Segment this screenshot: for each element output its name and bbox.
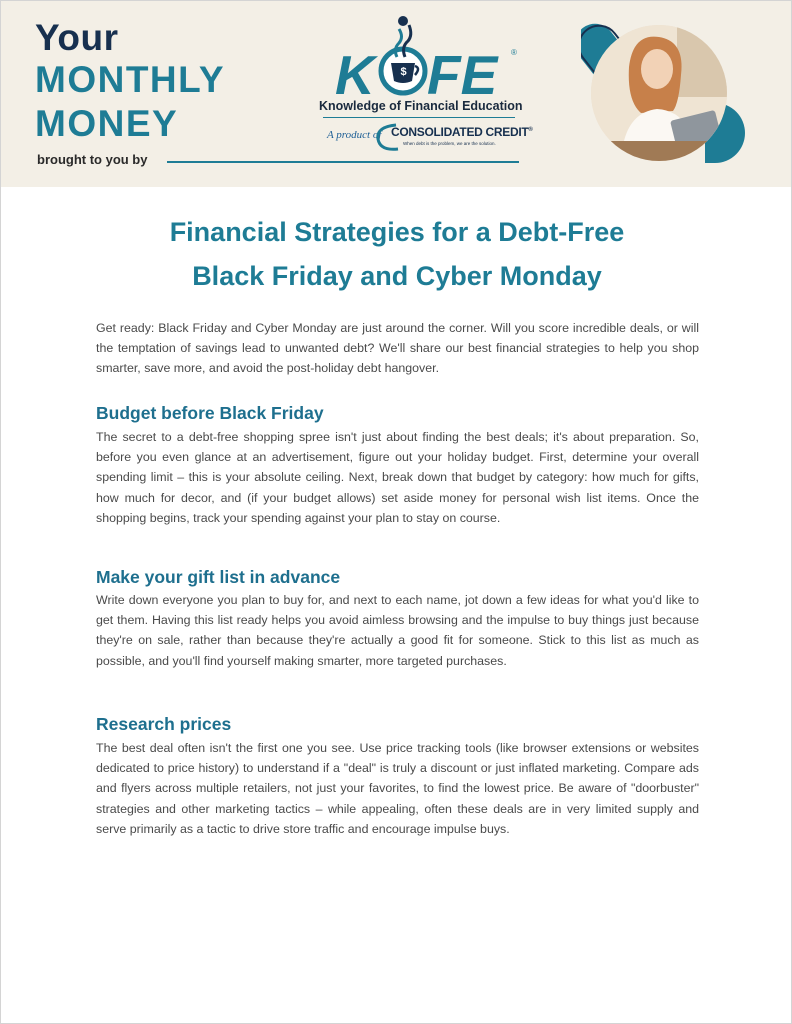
section-heading-gift-list: Make your gift list in advance: [96, 567, 341, 587]
byline-divider: [167, 161, 519, 163]
product-of-label: A product of: [327, 129, 382, 141]
section-heading-budget: Budget before Black Friday: [96, 403, 324, 423]
section-body-budget: The secret to a debt-free shopping spree isn't just about finding the best deals; it's about preparation. So, before you even glance at an advertisement, figure out your holiday budget. First, determine your overall spending limit – this is your absolute ceiling. Next, break down that budget by category: how much for gifts, how much for decor, and (if your budget allows) set aside money for personal wish list items. Once the shopping begins, track your spending against your plan to stay on course.: [96, 430, 699, 525]
article-title-line-1: Financial Strategies for a Debt-Free: [169, 217, 625, 247]
brand-your: Your: [35, 17, 119, 58]
kofe-divider: [323, 117, 515, 118]
brand-money: MONEY: [35, 103, 179, 144]
kofe-subtitle: Knowledge of Financial Education: [319, 99, 523, 113]
kofe-registered-mark: ®: [511, 48, 517, 57]
consolidated-credit-tagline: When debt is the problem, we are the solution.: [403, 141, 496, 146]
kofe-letter-k: K: [335, 44, 375, 99]
section-heading-research: Research prices: [96, 714, 232, 734]
brand-monthly: MONTHLY: [35, 59, 226, 100]
woman-with-laptop-photo: [581, 13, 751, 173]
consolidated-credit-name: CONSOLIDATED CREDIT®: [391, 125, 533, 139]
newsletter-header: [1, 1, 791, 187]
intro-paragraph: Get ready: Black Friday and Cyber Monday are just around the corner. Will you score incredible deals, or will the temptation of savings lead to unwanted debt? We'll share our best financial strategies to help you shop smarter, save more, and avoid the post-holiday debt hangover.: [96, 321, 699, 376]
section-body-gift-list: Write down everyone you plan to buy for, and next to each name, jot down a few ideas for what you'd like to get them. Having this list ready helps you avoid aimless browsing and the impulse to buy things just because they're on sale, rather than because they're actually a good fit for someone. Stick to this list as much as possible, and you'll find yourself making smarter, more targeted purchases.: [96, 593, 699, 668]
kofe-letters-fe: FE: [427, 44, 498, 99]
brought-to-you-by: brought to you by: [37, 152, 148, 167]
section-body-research: The best deal often isn't the first one you see. Use price tracking tools (like browser extensions or websites dedicated to price history) to understand if a "deal" is truly a discount or just inflated marketing. Compare ads and flyers across multiple retailers, not just your favorites, to find the lowest price. Be aware of "doorbuster" strategies and other marketing tactics – while appealing, often these deals are in very limited supply and serve primarily as a tactic to drive store traffic and encourage impulse buys.: [96, 741, 699, 836]
article-title-line-2: Black Friday and Cyber Monday: [192, 261, 602, 291]
kofe-logo: [331, 13, 531, 99]
svg-text:$: $: [400, 66, 407, 78]
coffee-cup-icon: [381, 16, 425, 93]
